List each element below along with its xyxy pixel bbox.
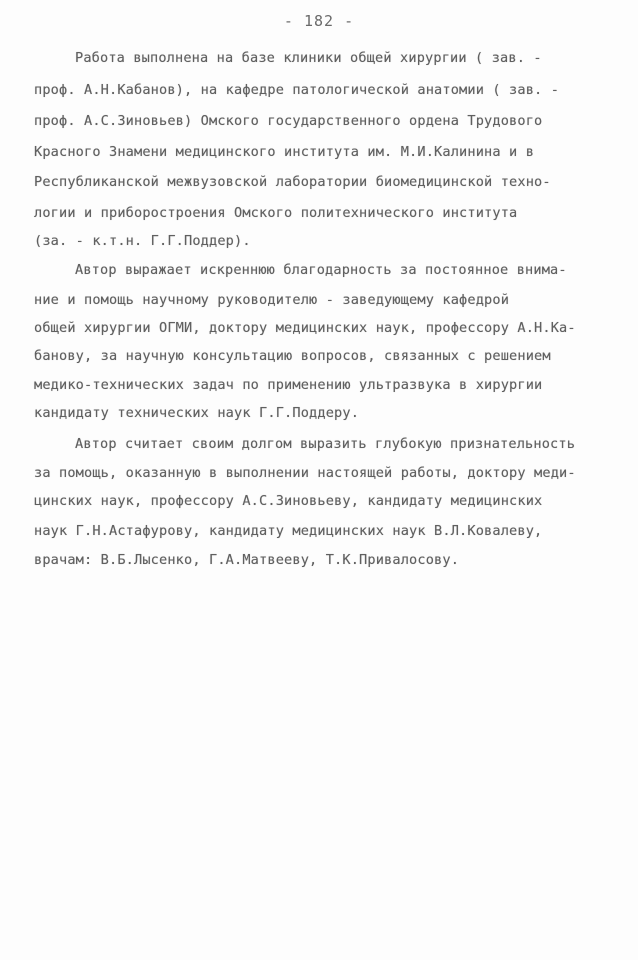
text-line: врачам: В.Б.Лысенко, Г.А.Матвееву, Т.К.Привалосову.: [34, 552, 460, 568]
text-line: общей хирургии ОГМИ, доктору медицинских наук, профессору А.Н.Ка-: [34, 320, 576, 336]
text-line: цинских наук, профессору А.С.Зиновьеву, кандидату медицинских: [34, 493, 543, 509]
text-line: Красного Знамени медицинского института им. М.И.Калинина и в: [34, 144, 535, 160]
text-line: банову, за научную консультацию вопросов, связанных с решением: [34, 348, 551, 364]
text-line: ние и помощь научному руководителю - заведующему кафедрой: [34, 292, 510, 308]
text-line: Автор считает своим долгом выразить глубокую признательность: [75, 436, 576, 452]
text-line: (за. - к.т.н. Г.Г.Поддер).: [34, 233, 251, 249]
text-line: Республиканской межвузовской лаборатории биомедицинской техно-: [34, 174, 551, 190]
text-line: кандидату технических наук Г.Г.Поддеру.: [34, 405, 360, 421]
text-line: логии и приборостроения Омского политехнического института: [34, 205, 518, 221]
text-line: Автор выражает искреннюю благодарность за постоянное внима-: [75, 262, 567, 278]
text-line: медико-технических задач по применению ультразвука в хирургии: [34, 377, 543, 393]
text-line: проф. А.С.Зиновьев) Омского государственного ордена Трудового: [34, 113, 543, 129]
text-line: за помощь, оказанную в выполнении настоящей работы, доктору меди-: [34, 465, 576, 481]
page-number: - 182 -: [283, 12, 355, 30]
text-line: наук Г.Н.Астафурову, кандидату медицинских наук В.Л.Ковалеву,: [34, 523, 543, 539]
text-line: проф. А.Н.Кабанов), на кафедре патологической анатомии ( зав. -: [34, 82, 560, 98]
text-line: Работа выполнена на базе клиники общей хирургии ( зав. -: [75, 50, 542, 66]
